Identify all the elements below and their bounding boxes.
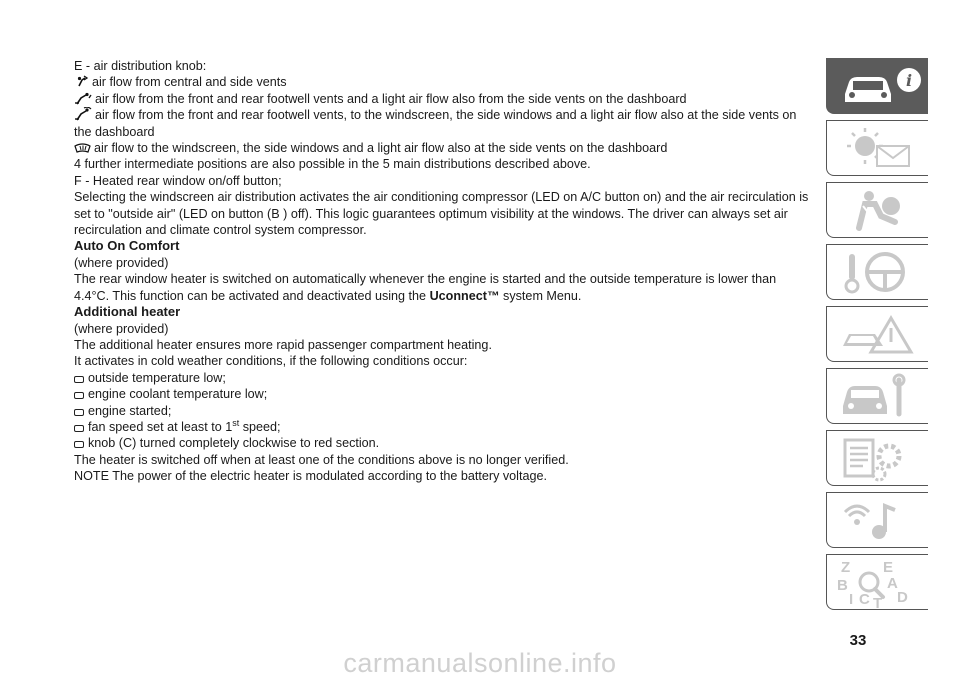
list-item: fan speed set at least to 1st speed; bbox=[74, 419, 814, 435]
list-item: knob (C) turned completely clockwise to red section. bbox=[74, 435, 814, 451]
tab-safety[interactable] bbox=[826, 182, 928, 238]
paragraph: (where provided) bbox=[74, 255, 169, 270]
tab-warning-lights[interactable] bbox=[826, 120, 928, 176]
list-item: engine coolant temperature low; bbox=[74, 386, 814, 402]
list-item: outside temperature low; bbox=[74, 370, 814, 386]
uconnect-name: Uconnect™ bbox=[429, 288, 500, 303]
watermark: carmanualsonline.info bbox=[343, 648, 617, 678]
section-heading: Auto On Comfort bbox=[74, 238, 180, 254]
paragraph: The additional heater ensures more rapid passenger compartment heating. bbox=[74, 337, 492, 352]
list-item: engine started; bbox=[74, 403, 814, 419]
footwell-airflow-icon bbox=[74, 92, 92, 105]
paragraph: 4 further intermediate positions are also possible in the 5 main distributions described above. bbox=[74, 157, 591, 172]
section-heading: Additional heater bbox=[74, 304, 181, 320]
emergency-triangle-icon bbox=[835, 310, 925, 358]
paragraph: The heater is switched off when at least one of the conditions above is no longer verified. bbox=[74, 452, 569, 467]
tab-multimedia[interactable] bbox=[826, 492, 928, 548]
bullet-icon bbox=[74, 425, 84, 432]
safety-airbag-icon bbox=[835, 186, 925, 234]
paragraph: E - air distribution knob: bbox=[74, 59, 207, 73]
tab-index[interactable] bbox=[826, 554, 928, 610]
bullet-icon bbox=[74, 376, 84, 383]
tab-starting-driving[interactable] bbox=[826, 244, 928, 300]
index-letter: D bbox=[897, 589, 908, 606]
tab-maintenance[interactable] bbox=[826, 368, 928, 424]
paragraph: It activates in cold weather conditions, if the following conditions occur: bbox=[74, 354, 468, 369]
page-number: 33 bbox=[849, 632, 867, 649]
bullet-icon bbox=[74, 409, 84, 416]
windscreen-defrost-icon bbox=[74, 142, 91, 154]
index-letter: B bbox=[837, 577, 848, 594]
bullet-icon bbox=[74, 441, 84, 448]
bullet-icon bbox=[74, 392, 84, 399]
svg-text:i: i bbox=[906, 71, 913, 90]
warning-lights-icon bbox=[835, 124, 925, 172]
maintenance-icon bbox=[835, 372, 925, 420]
manual-page-content bbox=[74, 58, 814, 485]
index-letter: C bbox=[859, 591, 870, 608]
paragraph: The rear window heater is switched on automatically whenever the engine is started and the outside temperature is lower than 4.4°C. This function can be activated and deactivated using the Uconnect™ system Menu. bbox=[74, 272, 777, 303]
paragraph: F - Heated rear window on/off button; bbox=[74, 173, 282, 188]
index-letter: T bbox=[873, 595, 883, 610]
tab-vehicle-info[interactable] bbox=[826, 58, 928, 114]
tab-technical-data[interactable] bbox=[826, 430, 928, 486]
paragraph: Selecting the windscreen air distribution activates the air conditioning compressor (LED on A/C button on) and the air recirculation is set to "outside air" (LED on button (B ) off). This logic guarantees optimum visibility at the windows. The driver can always set air recirculation and climate control system compressor. bbox=[74, 190, 809, 238]
paragraph: air flow from the front and rear footwell vents and a light air flow also from the side vents on the dashboard bbox=[74, 91, 814, 107]
steering-wheel-icon bbox=[835, 248, 925, 296]
index-letter: Z bbox=[841, 559, 851, 576]
index-letter: A bbox=[887, 575, 898, 592]
central-vent-airflow-icon bbox=[76, 75, 89, 88]
index-letter: E bbox=[883, 559, 894, 576]
multimedia-icon bbox=[835, 496, 925, 544]
technical-data-icon bbox=[835, 434, 925, 482]
windscreen-footwell-airflow-icon bbox=[74, 107, 92, 121]
car-info-icon bbox=[835, 62, 925, 110]
paragraph: (where provided) bbox=[74, 321, 169, 336]
paragraph: NOTE The power of the electric heater is modulated according to the battery voltage. bbox=[74, 469, 547, 484]
tab-emergency[interactable] bbox=[826, 306, 928, 362]
index-letter: I bbox=[849, 591, 854, 608]
paragraph: air flow to the windscreen, the side windows and a light air flow also at the side vents on the dashboard bbox=[74, 140, 814, 156]
paragraph: air flow from the front and rear footwell vents, to the windscreen, the side windows and a light air flow also at the side vents on the dashboard bbox=[74, 108, 797, 139]
index-icon bbox=[835, 558, 925, 610]
paragraph: air flow from central and side vents bbox=[74, 74, 814, 90]
